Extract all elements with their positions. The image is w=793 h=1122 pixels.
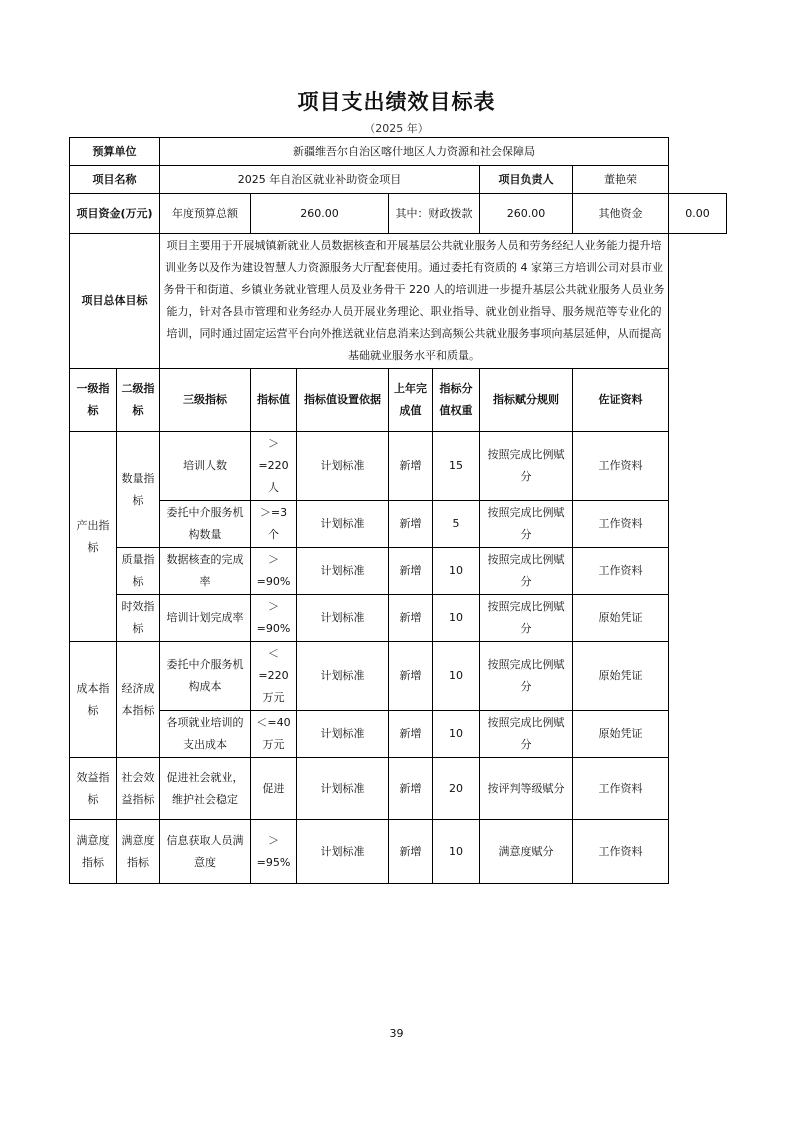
table-row [70, 820, 727, 884]
indicator-evidence: 原始凭证 [573, 595, 669, 642]
project-name-value: 2025 年自治区就业补助资金项目 [160, 166, 480, 194]
funds-label: 项目资金(万元) [70, 194, 160, 234]
indicator-last-year: 新增 [389, 432, 433, 501]
indicator-weight: 15 [433, 432, 480, 501]
indicator-value: 促进 [251, 758, 297, 820]
indicator-value: ＞=90% [251, 548, 297, 595]
table-row [70, 642, 727, 711]
level1-satisfaction: 满意度指标 [70, 820, 117, 884]
indicator-evidence: 工作资料 [573, 820, 669, 884]
goal-text: 项目主要用于开展城镇新就业人员数据核查和开展基层公共就业服务人员和劳务经纪人业务能力提升培训业务以及作为建设智慧人力资源服务大厅配套使用。通过委托有资质的 4 家第三方培训公司对县市业务骨干和街道、乡镇业务就业管理人员及业务骨干 220 人的培训进一步提升基层公共就业服务人员业务能力，针对各县市管理和业务经办人员开展业务理论、职业指导、就业创业指导、服务规范等专业化的培训，同时通过固定运营平台向外推送就业信息消来达到高频公共就业服务事项向基层延伸，从而提高基础就业服务水平和质量。 [160, 234, 669, 369]
fiscal-funds-value: 260.00 [480, 194, 573, 234]
indicator-basis: 计划标准 [297, 548, 389, 595]
indicator-value: ＞=220 人 [251, 432, 297, 501]
indicator-evidence: 工作资料 [573, 548, 669, 595]
project-name-label: 项目名称 [70, 166, 160, 194]
performance-target-table [69, 137, 727, 884]
indicator-weight: 10 [433, 642, 480, 711]
indicator-weight: 10 [433, 595, 480, 642]
year-caption: （2025 年） [364, 122, 429, 135]
indicator-evidence: 工作资料 [573, 432, 669, 501]
header-row [70, 369, 727, 432]
level2-satisfaction: 满意度指标 [117, 820, 160, 884]
level1-benefit: 效益指标 [70, 758, 117, 820]
table-row [70, 432, 727, 501]
unit-value: 新疆维吾尔自治区喀什地区人力资源和社会保障局 [160, 138, 669, 166]
indicator-rule: 按照完成比例赋分 [480, 711, 573, 758]
level1-output: 产出指标 [70, 432, 117, 642]
level2-quantity: 数量指标 [117, 432, 160, 548]
indicator-name: 委托中介服务机构数量 [160, 501, 251, 548]
owner-label: 项目负责人 [480, 166, 573, 194]
other-funds-value: 0.00 [669, 194, 727, 234]
indicator-name: 培训人数 [160, 432, 251, 501]
annual-budget-value: 260.00 [251, 194, 389, 234]
indicator-basis: 计划标准 [297, 595, 389, 642]
indicator-weight: 10 [433, 711, 480, 758]
funds-row [70, 194, 727, 234]
indicator-basis: 计划标准 [297, 711, 389, 758]
indicator-rule: 按评判等级赋分 [480, 758, 573, 820]
indicator-name: 数据核查的完成率 [160, 548, 251, 595]
header-value: 指标值 [251, 369, 297, 432]
fiscal-funds-label: 其中：财政拨款 [389, 194, 480, 234]
header-last-year: 上年完成值 [389, 369, 433, 432]
indicator-value: ＞=95% [251, 820, 297, 884]
level1-cost: 成本指标 [70, 642, 117, 758]
goal-row [70, 234, 727, 369]
indicator-evidence: 工作资料 [573, 758, 669, 820]
unit-row [70, 138, 727, 166]
indicator-rule: 按照完成比例赋分 [480, 501, 573, 548]
table-row [70, 501, 727, 548]
other-funds-label: 其他资金 [573, 194, 669, 234]
indicator-last-year: 新增 [389, 642, 433, 711]
header-weight: 指标分值权重 [433, 369, 480, 432]
unit-label: 预算单位 [70, 138, 160, 166]
indicator-last-year: 新增 [389, 820, 433, 884]
indicator-value: ＜=220 万元 [251, 642, 297, 711]
indicator-rule: 满意度赋分 [480, 820, 573, 884]
indicator-name: 委托中介服务机构成本 [160, 642, 251, 711]
indicator-basis: 计划标准 [297, 501, 389, 548]
goal-label: 项目总体目标 [70, 234, 160, 369]
indicator-evidence: 工作资料 [573, 501, 669, 548]
header-rule: 指标赋分规则 [480, 369, 573, 432]
header-evidence: 佐证资料 [573, 369, 669, 432]
annual-budget-label: 年度预算总额 [160, 194, 251, 234]
indicator-evidence: 原始凭证 [573, 711, 669, 758]
header-level2: 二级指标 [117, 369, 160, 432]
indicator-rule: 按照完成比例赋分 [480, 432, 573, 501]
level2-social-benefit: 社会效益指标 [117, 758, 160, 820]
indicator-value: ＜=40 万元 [251, 711, 297, 758]
indicator-last-year: 新增 [389, 548, 433, 595]
indicator-rule: 按照完成比例赋分 [480, 642, 573, 711]
table-row [70, 711, 727, 758]
header-level3: 三级指标 [160, 369, 251, 432]
level2-economic-cost: 经济成本指标 [117, 642, 160, 758]
indicator-weight: 20 [433, 758, 480, 820]
header-basis: 指标值设置依据 [297, 369, 389, 432]
indicator-name: 各项就业培训的支出成本 [160, 711, 251, 758]
indicator-rule: 按照完成比例赋分 [480, 548, 573, 595]
indicator-last-year: 新增 [389, 711, 433, 758]
table-row [70, 595, 727, 642]
project-name-row [70, 166, 727, 194]
indicator-basis: 计划标准 [297, 432, 389, 501]
indicator-last-year: 新增 [389, 501, 433, 548]
indicator-name: 促进社会就业，维护社会稳定 [160, 758, 251, 820]
page-number: 39 [389, 1027, 404, 1040]
indicator-basis: 计划标准 [297, 642, 389, 711]
indicator-last-year: 新增 [389, 758, 433, 820]
indicator-weight: 10 [433, 820, 480, 884]
indicator-weight: 5 [433, 501, 480, 548]
indicator-name: 信息获取人员满意度 [160, 820, 251, 884]
table-row [70, 758, 727, 820]
indicator-basis: 计划标准 [297, 820, 389, 884]
indicator-evidence: 原始凭证 [573, 642, 669, 711]
indicator-value: ＞=3 个 [251, 501, 297, 548]
indicator-name: 培训计划完成率 [160, 595, 251, 642]
indicator-last-year: 新增 [389, 595, 433, 642]
indicator-value: ＞=90% [251, 595, 297, 642]
table-row [70, 548, 727, 595]
owner-value: 董艳荣 [573, 166, 669, 194]
indicator-basis: 计划标准 [297, 758, 389, 820]
page-title: 项目支出绩效目标表 [297, 90, 496, 114]
level2-quality: 质量指标 [117, 548, 160, 595]
level2-timeliness: 时效指标 [117, 595, 160, 642]
indicator-rule: 按照完成比例赋分 [480, 595, 573, 642]
header-level1: 一级指标 [70, 369, 117, 432]
indicator-weight: 10 [433, 548, 480, 595]
